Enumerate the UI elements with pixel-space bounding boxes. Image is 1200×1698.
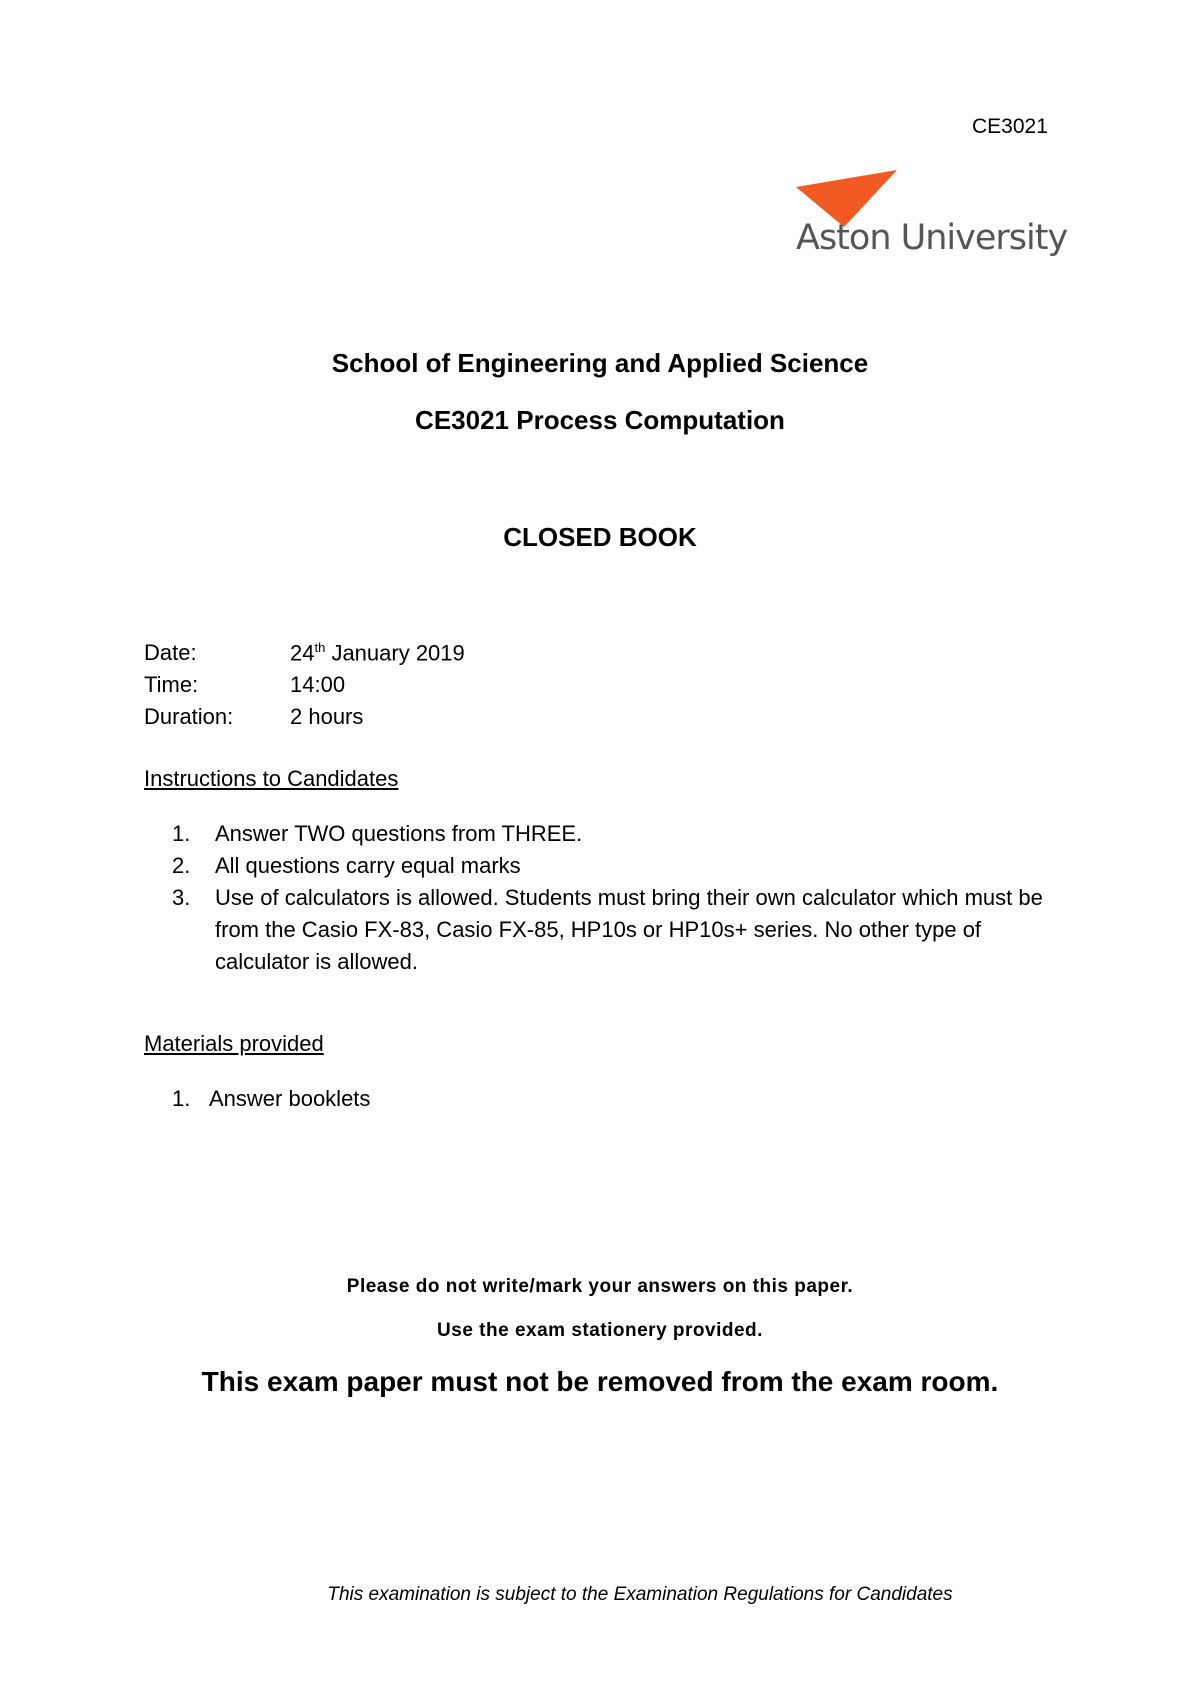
module-code: CE3021 — [972, 115, 1048, 138]
aston-university-logo — [796, 170, 1066, 270]
list-item-number: 1. — [172, 1086, 191, 1111]
notice-do-not-write: Please do not write/mark your answers on this paper. — [346, 1276, 854, 1297]
time-row — [144, 672, 465, 704]
date-label: Date: — [144, 640, 197, 665]
school-name: School of Engineering and Applied Science — [331, 348, 869, 378]
exam-details — [144, 640, 465, 736]
date-value — [290, 640, 465, 672]
duration-label: Duration: — [144, 704, 234, 729]
list-item-text: Answer TWO questions from THREE. — [215, 821, 583, 846]
instructions-heading: Instructions to Candidates — [144, 766, 399, 791]
list-item — [144, 850, 1044, 882]
time-label: Time: — [144, 672, 199, 697]
list-item-number: 2. — [172, 853, 191, 878]
closed-book-label: CLOSED BOOK — [503, 522, 697, 552]
list-item-text: Answer booklets — [209, 1086, 371, 1111]
list-item-text: All questions carry equal marks — [215, 853, 521, 878]
time-value: 14:00 — [290, 672, 346, 697]
list-item-text: Use of calculators is allowed. Students must bring their own calculator which must be from the Casio FX-83, Casio FX-85, HP10s or HP10s+ series. No other type of calculator is allowed. — [215, 885, 1043, 974]
module-title: CE3021 Process Computation — [415, 405, 785, 435]
logo-wordmark: Aston University — [796, 218, 1068, 258]
notice-do-not-remove: This exam paper must not be removed from the exam room. — [201, 1366, 999, 1397]
date-row — [144, 640, 465, 672]
list-item — [144, 1083, 370, 1115]
list-item-number: 1. — [172, 821, 191, 846]
list-item — [144, 818, 1044, 850]
footer-regulations: This examination is subject to the Examination Regulations for Candidates — [327, 1584, 953, 1605]
instructions-list — [144, 818, 1044, 978]
materials-list — [144, 1083, 370, 1115]
duration-value: 2 hours — [290, 704, 364, 729]
date-day: 24 — [290, 640, 315, 666]
list-item-number: 3. — [172, 885, 191, 910]
list-item — [144, 882, 1044, 978]
date-rest: January 2019 — [325, 640, 465, 666]
notice-use-stationery: Use the exam stationery provided. — [437, 1320, 763, 1341]
date-suffix: th — [314, 640, 326, 655]
materials-heading: Materials provided — [144, 1031, 324, 1056]
duration-row — [144, 704, 465, 736]
